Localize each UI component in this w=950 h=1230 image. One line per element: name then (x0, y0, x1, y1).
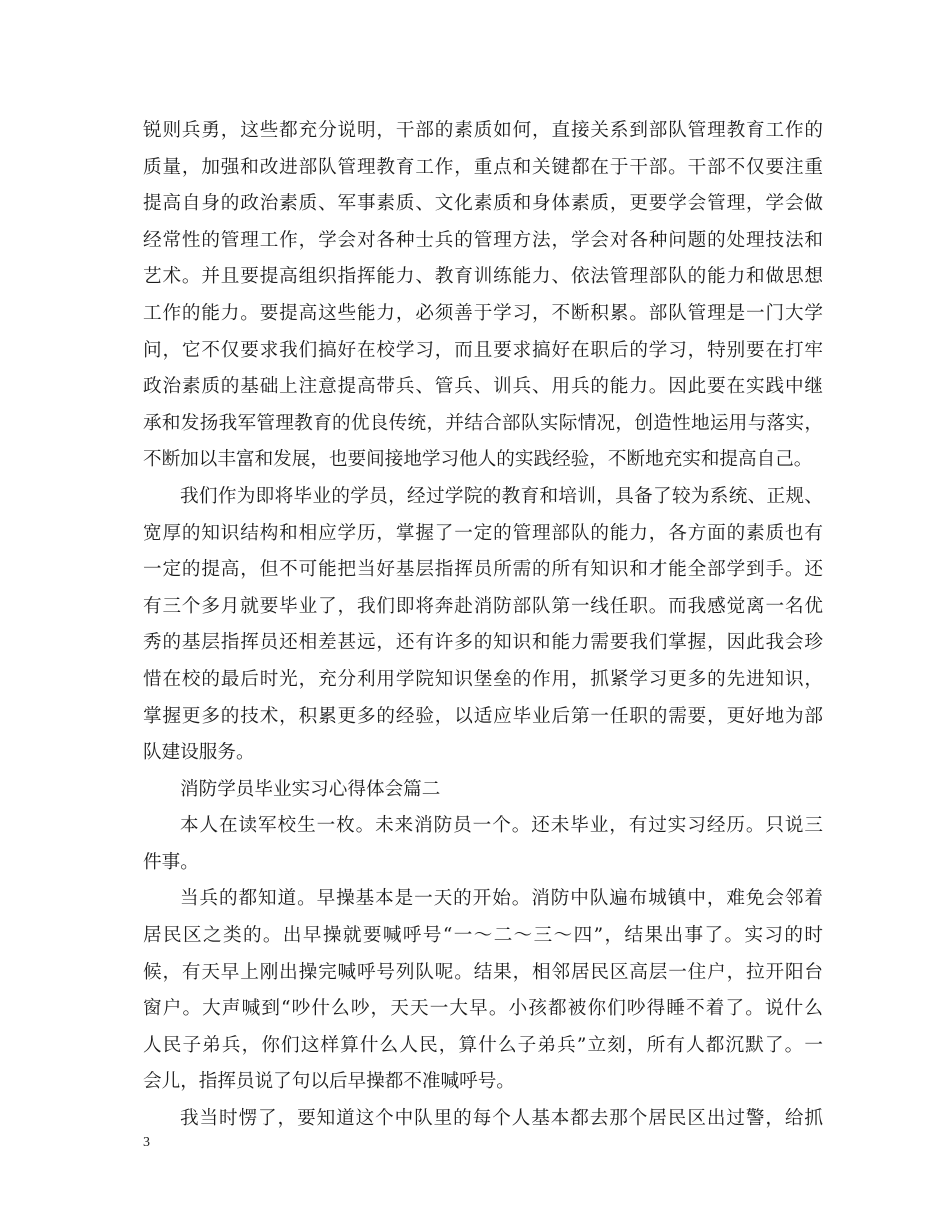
text-line: 窗户。大声喊到“吵什么吵，天天一大早。小孩都被你们吵得睡不着了。说什么 (143, 998, 823, 1020)
text-line: 秀的基层指挥员还相差甚远，还有许多的知识和能力需要我们掌握，因此我会珍 (143, 632, 823, 654)
text-line: 惜在校的最后时光，充分利用学院知识堡垒的作用，抓紧学习更多的先进知识， (143, 668, 823, 690)
text-line: 提高自身的政治素质、军事素质、文化素质和身体素质，更要学会管理，学会做 (143, 193, 823, 215)
text-line: 我当时愣了，要知道这个中队里的每个人基本都去那个居民区出过警，给抓 (180, 1108, 823, 1130)
text-line: 宽厚的知识结构和相应学历，掌握了一定的管理部队的能力，各方面的素质也有 (143, 522, 823, 544)
text-line: 工作的能力。要提高这些能力，必须善于学习，不断积累。部队管理是一门大学 (143, 302, 823, 324)
text-line: 掌握更多的技术，积累更多的经验，以适应毕业后第一任职的需要，更好地为部 (143, 705, 823, 727)
text-line: 一定的提高，但不可能把当好基层指挥员所需的所有知识和才能全部学到手。还 (143, 559, 823, 581)
text-line: 候，有天早上刚出操完喊呼号列队呢。结果，相邻居民区高层一住户，拉开阳台 (143, 961, 823, 983)
text-line: 有三个多月就要毕业了，我们即将奔赴消防部队第一线任职。而我感觉离一名优 (143, 595, 823, 617)
document-body (143, 113, 823, 1138)
text-line: 当兵的都知道。早操基本是一天的开始。消防中队遍布城镇中，难免会邻着 (180, 888, 823, 910)
text-line: 我们作为即将毕业的学员，经过学院的教育和培训，具备了较为系统、正规、 (180, 485, 823, 507)
text-line: 质量，加强和改进部队管理教育工作，重点和关键都在于干部。干部不仅要注重 (143, 156, 823, 178)
text-line: 锐则兵勇，这些都充分说明，干部的素质如何，直接关系到部队管理教育工作的 (143, 120, 823, 141)
text-line: 问，它不仅要求我们搞好在校学习，而且要求搞好在职后的学习，特别要在打牢 (143, 339, 823, 361)
text-line: 承和发扬我军管理教育的优良传统，并结合部队实际情况，创造性地运用与落实， (143, 412, 823, 434)
text-line: 会儿，指挥员说了句以后早操都不准喊呼号。 (143, 1071, 515, 1093)
text-line: 人民子弟兵，你们这样算什么人民，算什么子弟兵”立刻，所有人都沉默了。一 (143, 1034, 823, 1056)
text-line: 艺术。并且要提高组织指挥能力、教育训练能力、依法管理部队的能力和做思想 (143, 266, 823, 288)
page-number: 3 (143, 1135, 150, 1150)
text-line: 本人在读军校生一枚。未来消防员一个。还未毕业，有过实习经历。只说三 (180, 815, 823, 837)
text-line: 居民区之类的。出早操就要喊呼号“一～二～三～四”，结果出事了。实习的时 (143, 925, 823, 947)
text-line: 队建设服务。 (143, 742, 255, 764)
text-line: 不断加以丰富和发展，也要间接地学习他人的实践经验，不断地充实和提高自己。 (143, 449, 813, 471)
text-line: 政治素质的基础上注意提高带兵、管兵、训兵、用兵的能力。因此要在实践中继 (143, 376, 823, 398)
text-line: 经常性的管理工作，学会对各种士兵的管理方法，学会对各种问题的处理技法和 (143, 229, 823, 251)
text-line: 件事。 (143, 851, 199, 873)
text-line: 消防学员毕业实习心得体会篇二 (180, 778, 441, 800)
